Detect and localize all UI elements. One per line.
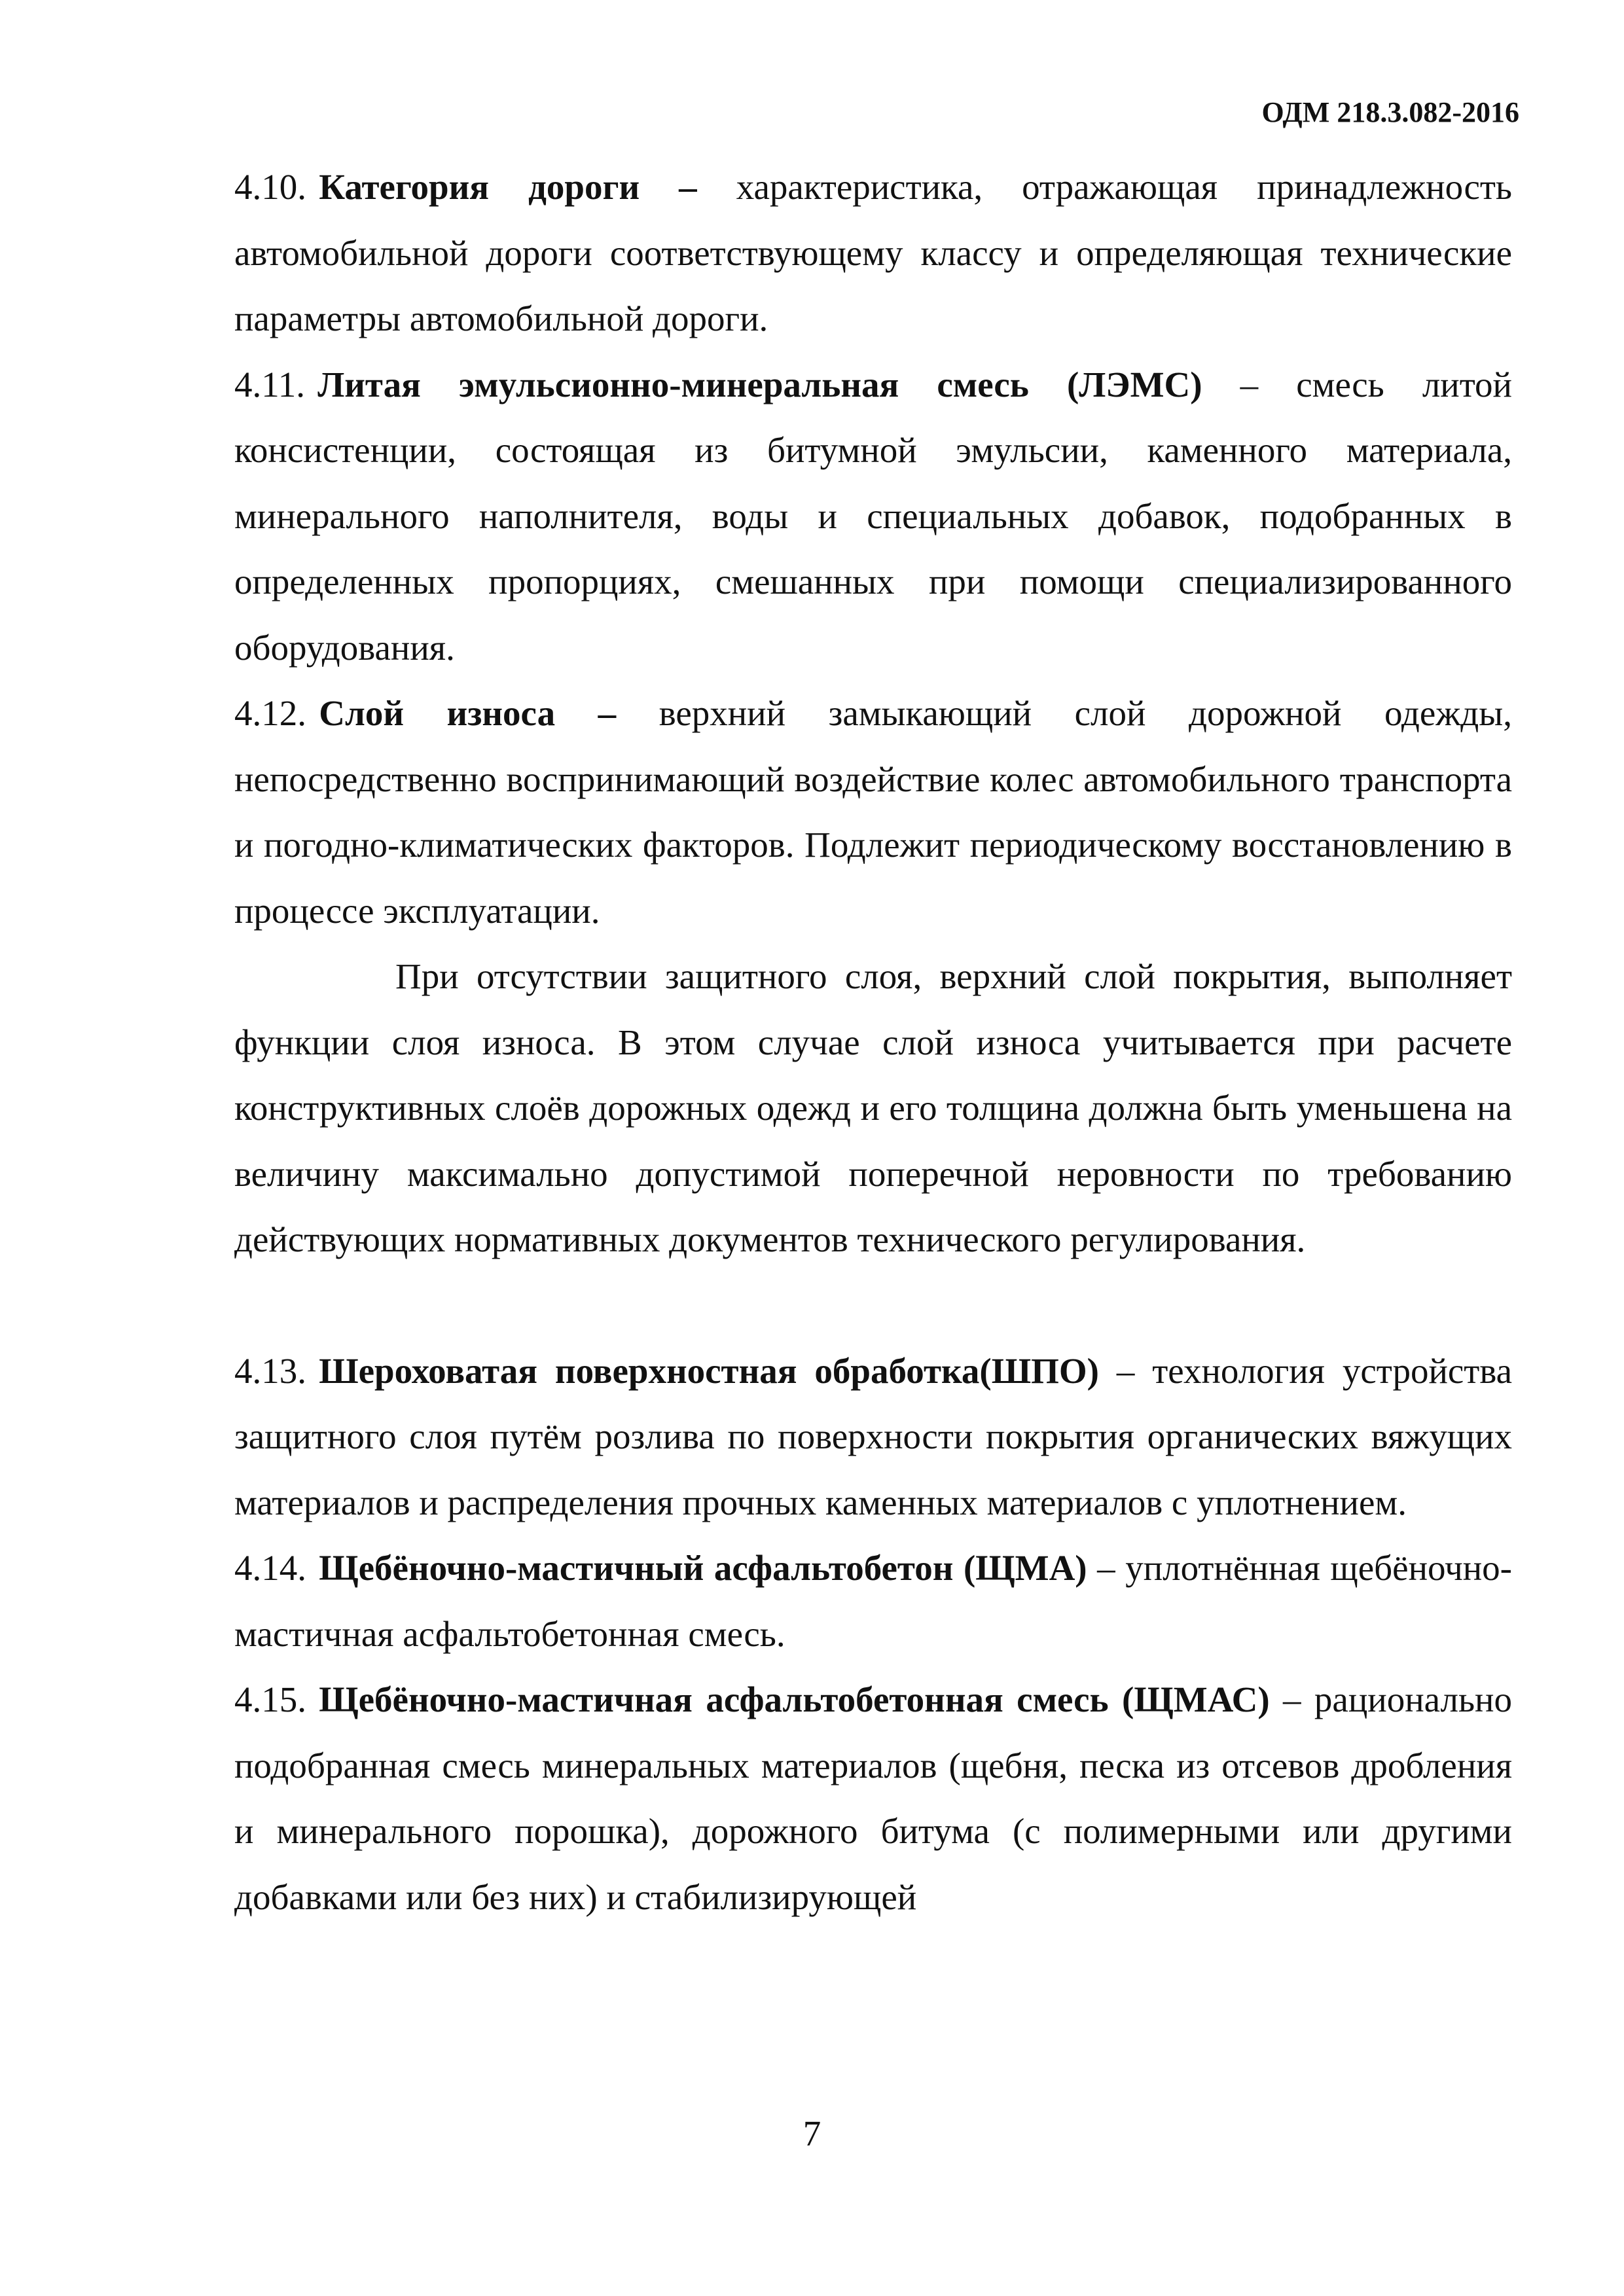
term: Щебёночно-мастичная асфальтобетонная смесь (ЩМАС) xyxy=(319,1679,1270,1719)
term: Категория дороги – xyxy=(319,167,697,207)
definition-text: – технология устройства защитного слоя путём розлива по поверхности покрытия органических вяжущих материалов и распределения прочных каменных материалов с уплотнением. xyxy=(234,1350,1512,1522)
term: Шероховатая поверхностная обработка(ШПО) xyxy=(319,1350,1099,1391)
definition-text: верхний замыкающий слой дорожной одежды, непосредственно воспринимающий воздействие колес автомобильного транспорта и погодно-климатических факторов. Подлежит периодическому восстановлению в процессе эксплуатации. xyxy=(234,693,1512,931)
document-body xyxy=(234,154,1512,1930)
clause-number: 4.14. xyxy=(234,1548,306,1588)
clause-number: 4.15. xyxy=(234,1679,306,1719)
page-number: 7 xyxy=(803,2113,821,2153)
note-paragraph: При отсутствии защитного слоя, верхний слой покрытия, выполняет функции слоя износа. В этом случае слой износа учитывается при расчете конструктивных слоёв дорожных одежд и его толщина должна быть уменьшена на величину максимально допустимой поперечной неровности по требованию действующих нормативных документов технического регулирования. xyxy=(234,956,1512,1259)
definition-4-12 xyxy=(234,681,1512,944)
definition-4-13 xyxy=(234,1338,1512,1536)
definition-4-14 xyxy=(234,1535,1512,1667)
definition-4-15 xyxy=(234,1667,1512,1930)
term: Литая эмульсионно-минеральная смесь (ЛЭМС) xyxy=(317,364,1202,404)
definition-4-10 xyxy=(234,154,1512,352)
blank-line xyxy=(234,1273,1512,1338)
definition-text: характеристика, отражающая принадлежность автомобильной дороги соответствующему классу и определяющая технические параметры автомобильной дороги. xyxy=(234,167,1512,338)
definition-text: – рационально подобранная смесь минеральных материалов (щебня, песка из отсевов дробления и минерального порошка), дорожного битума (с полимерными или другими добавками или без них) и стабилизирующей xyxy=(234,1679,1512,1917)
clause-number: 4.13. xyxy=(234,1350,306,1391)
clause-number: 4.10. xyxy=(234,167,306,207)
clause-number: 4.12. xyxy=(234,693,306,733)
definition-text: – смесь литой консистенции, состоящая из битумной эмульсии, каменного материала, минерального наполнителя, воды и специальных добавок, подобранных в определенных пропорциях, смешанных при помощи специализированного оборудования. xyxy=(234,364,1512,668)
definition-4-11 xyxy=(234,352,1512,681)
term: Слой износа – xyxy=(319,693,617,733)
document-code: ОДМ 218.3.082-2016 xyxy=(1261,96,1519,128)
clause-number: 4.11. xyxy=(234,364,305,404)
term: Щебёночно-мастичный асфальтобетон (ЩМА) xyxy=(319,1548,1087,1588)
definition-text: – уплотнённая щебёночно-мастичная асфальтобетонная смесь. xyxy=(234,1548,1512,1654)
